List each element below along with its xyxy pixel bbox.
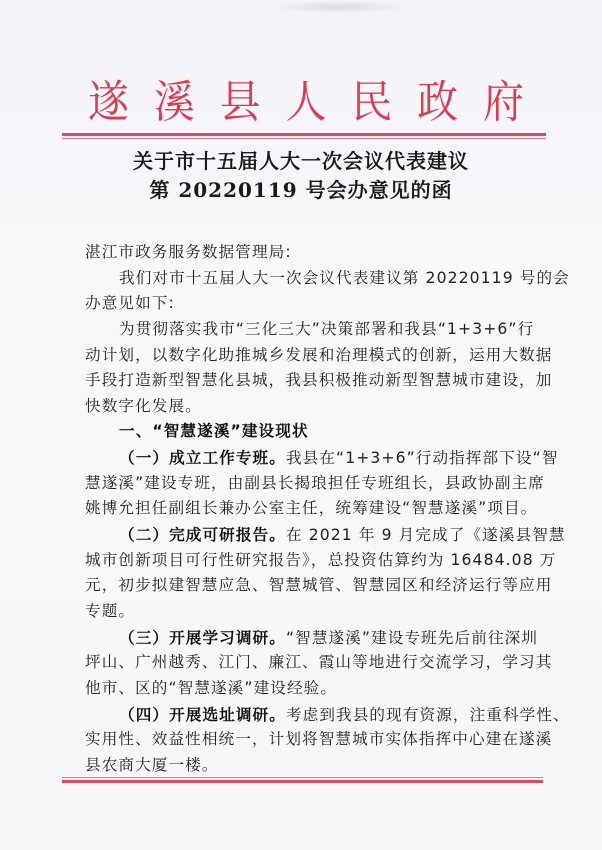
item-1-text: 我县在“1+3+6”行动指挥部下设“智 [285, 449, 559, 468]
letterhead-title [62, 76, 546, 128]
heading-line-1: 关于市十五届人大一次会议代表建议 [133, 149, 469, 173]
section-1-title: 一、“智慧遂溪”建设现状 [119, 422, 309, 441]
item-2-label: （二）完成可研报告。 [119, 525, 286, 545]
item-3-line: 坪山、广州越秀、江门、廉江、霞山等地进行交流学习，学习其 [85, 653, 553, 672]
document-body [85, 240, 570, 778]
item-3-line: 他市、区的“智慧遂溪”建设经验。 [85, 678, 338, 697]
heading-line-2: 第 20220119 号会办意见的函 [149, 178, 453, 202]
footer-rule-thick [62, 780, 543, 783]
item-4-label: （四）开展选址调研。 [119, 704, 286, 724]
addressee: 湛江市政务服务数据管理局: [85, 243, 292, 261]
letterhead-char: 遂 [88, 76, 129, 128]
document-heading [0, 147, 602, 205]
item-4-line: 实用性、效益性相统一，计划将智慧城市实体指挥中心建在遂溪 [85, 730, 553, 749]
background-line: 手段打造新型智慧化县城，我县积极推动新型智慧城市建设，加 [85, 371, 553, 390]
item-1-first-line [85, 445, 559, 471]
item-1-line: 慧遂溪”建设专班，由副县长揭琅担任专班组长，县政协副主席 [85, 473, 545, 492]
item-2-line: 专题。 [85, 601, 136, 620]
letterhead-char: 政 [417, 76, 459, 128]
item-2-text: 在 2021 年 9 月完成了《遂溪县智慧 [285, 526, 566, 545]
scan-shadow [270, 0, 410, 14]
letterhead-char: 县 [219, 76, 261, 128]
intro-line: 我们对市十五届人大一次会议代表建议第 20220119 号的会 [119, 268, 570, 287]
item-1-line: 姚博允担任副组长兼办公室主任，统筹建设“智慧遂溪”项目。 [85, 499, 538, 518]
item-2-line: 城市创新项目可行性研究报告》，总投资估算约为 16484.08 万 [85, 550, 557, 569]
letterhead-char: 民 [351, 76, 393, 128]
background-line: 动计划，以数字化助推城乡发展和治理模式的创新，运用大数据 [85, 345, 553, 364]
item-4-line: 县农商大厦一楼。 [85, 755, 219, 774]
item-4-first-line [85, 702, 570, 728]
letterhead-rule-thin [62, 138, 546, 139]
letterhead-rule-thick [62, 133, 546, 136]
letterhead-char: 溪 [153, 76, 195, 128]
item-4-text: 考虑到我县的现有资源，注重科学性、 [285, 705, 570, 724]
item-3-text: “智慧遂溪”建设专班先后前往深圳 [285, 628, 539, 647]
letterhead-char: 府 [482, 76, 524, 128]
item-3-label: （三）开展学习调研。 [119, 627, 286, 647]
item-2-first-line [85, 522, 566, 548]
background-line: 为贯彻落实我市“三化三大”决策部署和我县“1+3+6”行 [119, 319, 535, 338]
item-2-line: 元，初步拟建智慧应急、智慧城管、智慧园区和经济运行等应用 [85, 576, 553, 595]
letterhead-char: 人 [285, 76, 327, 128]
footer-rule-thin [62, 777, 543, 778]
intro-line: 办意见如下: [85, 294, 175, 313]
item-3-first-line [85, 625, 539, 651]
background-line: 快数字化发展。 [85, 396, 202, 415]
item-1-label: （一）成立工作专班。 [119, 448, 286, 468]
